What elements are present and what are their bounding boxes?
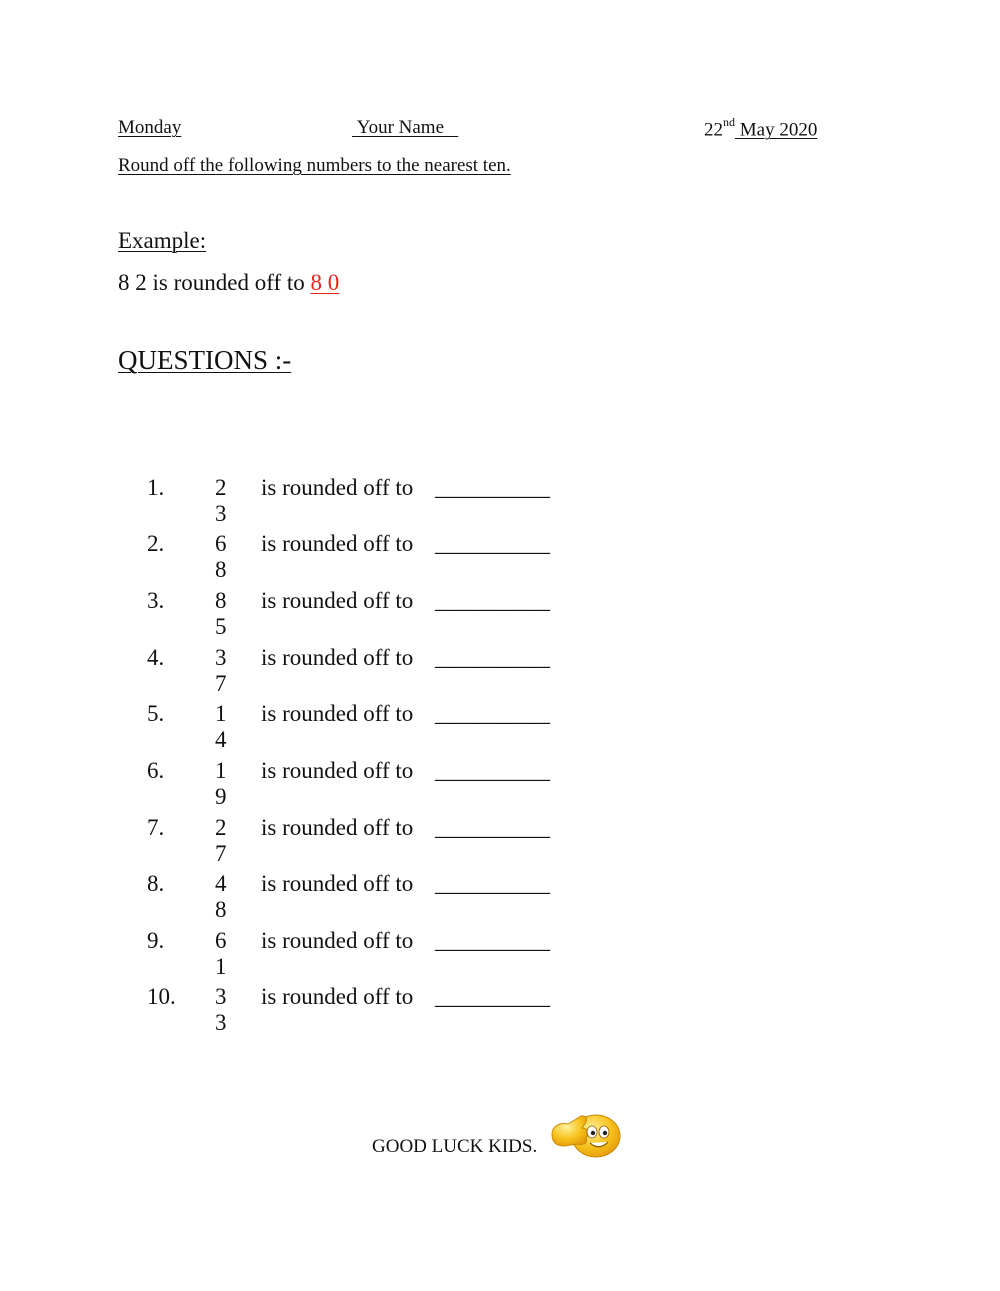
answer-blank[interactable]: __________ xyxy=(435,871,550,896)
date-day: 22 xyxy=(704,119,723,141)
example-number: 8 2 xyxy=(118,270,147,295)
question-text: is rounded off to xyxy=(261,758,414,783)
answer-blank[interactable]: __________ xyxy=(435,475,550,500)
header-date xyxy=(704,117,817,141)
answer-blank[interactable]: __________ xyxy=(435,758,550,783)
question-text: is rounded off to xyxy=(261,815,414,840)
question-value: 8 5 xyxy=(215,588,227,639)
answer-blank[interactable]: __________ xyxy=(435,928,550,953)
question-text: is rounded off to xyxy=(261,871,414,896)
question-text: is rounded off to xyxy=(261,531,414,556)
question-number: 5. xyxy=(147,701,165,726)
question-number: 9. xyxy=(147,928,165,953)
question-value: 4 8 xyxy=(215,871,227,922)
question-value: 2 3 xyxy=(215,475,227,526)
date-rest: May 2020 xyxy=(735,119,818,141)
header-name-field xyxy=(352,117,458,139)
thumbs-up-smiley-icon xyxy=(548,1104,624,1160)
question-number: 8. xyxy=(147,871,165,896)
questions-heading: QUESTIONS :- xyxy=(118,345,292,375)
example-phrase: is rounded off to xyxy=(146,270,311,295)
question-text: is rounded off to xyxy=(261,701,414,726)
example-answer: 8 0 xyxy=(310,270,340,295)
answer-blank[interactable]: __________ xyxy=(435,531,550,556)
question-value: 3 3 xyxy=(215,984,227,1035)
question-text: is rounded off to xyxy=(261,984,414,1009)
question-value: 3 7 xyxy=(215,645,227,696)
question-text: is rounded off to xyxy=(261,588,414,613)
question-number: 1. xyxy=(147,475,165,500)
instruction-text: Round off the following numbers to the nearest ten. xyxy=(118,155,511,176)
question-value: 1 9 xyxy=(215,758,227,809)
question-value: 6 8 xyxy=(215,531,227,582)
question-text: is rounded off to xyxy=(261,475,414,500)
answer-blank[interactable]: __________ xyxy=(435,815,550,840)
question-number: 3. xyxy=(147,588,165,613)
question-value: 2 7 xyxy=(215,815,227,866)
question-text: is rounded off to xyxy=(261,928,414,953)
answer-blank[interactable]: __________ xyxy=(435,984,550,1009)
example-line xyxy=(118,270,339,296)
question-number: 2. xyxy=(147,531,165,556)
date-suffix: nd xyxy=(723,115,735,129)
question-number: 4. xyxy=(147,645,165,670)
question-value: 1 4 xyxy=(215,701,227,752)
example-heading: Example: xyxy=(118,228,207,253)
answer-blank[interactable]: __________ xyxy=(435,645,550,670)
question-number: 10. xyxy=(147,984,176,1009)
question-number: 6. xyxy=(147,758,165,783)
footer-message: GOOD LUCK KIDS. xyxy=(372,1136,538,1157)
header-name-label: Your Name xyxy=(356,117,445,138)
header-day: Monday xyxy=(118,117,182,138)
answer-blank[interactable]: __________ xyxy=(435,588,550,613)
question-number: 7. xyxy=(147,815,165,840)
question-text: is rounded off to xyxy=(261,645,414,670)
question-value: 6 1 xyxy=(215,928,227,979)
answer-blank[interactable]: __________ xyxy=(435,701,550,726)
